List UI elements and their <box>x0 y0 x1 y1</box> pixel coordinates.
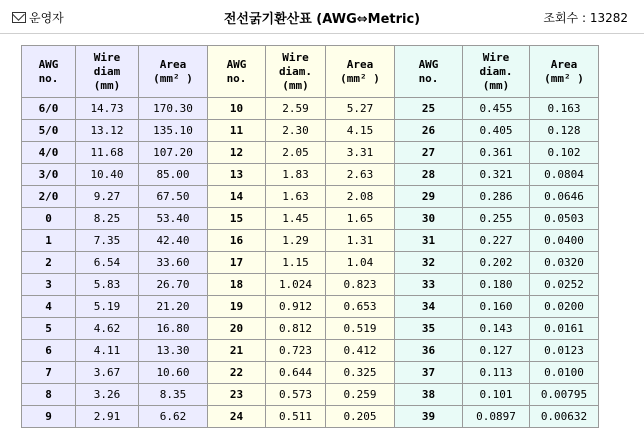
area-cell: 135.10 <box>139 120 208 142</box>
awg-cell: 4/0 <box>22 142 76 164</box>
wire-diam-cell: 0.812 <box>266 318 326 340</box>
area-cell: 0.0804 <box>530 164 599 186</box>
area-cell: 33.60 <box>139 252 208 274</box>
area-cell: 107.20 <box>139 142 208 164</box>
wire-diam-cell: 1.83 <box>266 164 326 186</box>
table-row <box>22 164 599 186</box>
wire-diam-cell: 0.160 <box>463 296 530 318</box>
wire-diam-cell: 5.19 <box>76 296 139 318</box>
table-row <box>22 230 599 252</box>
area-cell: 0.0252 <box>530 274 599 296</box>
awg-cell: 25 <box>395 98 463 120</box>
wire-diam-cell: 0.143 <box>463 318 530 340</box>
area-cell: 2.63 <box>326 164 395 186</box>
area-cell: 10.60 <box>139 362 208 384</box>
area-cell: 0.102 <box>530 142 599 164</box>
area-cell: 0.259 <box>326 384 395 406</box>
awg-cell: 37 <box>395 362 463 384</box>
wire-diam-cell: 2.91 <box>76 406 139 428</box>
view-count: 조회수 : 13282 <box>543 11 628 25</box>
wire-diam-cell: 0.286 <box>463 186 530 208</box>
table-row <box>22 186 599 208</box>
col-header-wire: Wire diam. (mm) <box>266 46 326 98</box>
wire-diam-cell: 1.024 <box>266 274 326 296</box>
area-cell: 2.08 <box>326 186 395 208</box>
awg-cell: 33 <box>395 274 463 296</box>
table-row <box>22 384 599 406</box>
area-cell: 0.0123 <box>530 340 599 362</box>
area-cell: 0.653 <box>326 296 395 318</box>
area-cell: 0.128 <box>530 120 599 142</box>
area-cell: 0.00632 <box>530 406 599 428</box>
table-body <box>22 98 599 428</box>
wire-diam-cell: 0.255 <box>463 208 530 230</box>
area-cell: 8.35 <box>139 384 208 406</box>
awg-cell: 34 <box>395 296 463 318</box>
awg-cell: 3/0 <box>22 164 76 186</box>
area-cell: 0.0200 <box>530 296 599 318</box>
wire-diam-cell: 0.361 <box>463 142 530 164</box>
wire-diam-cell: 1.15 <box>266 252 326 274</box>
area-cell: 0.00795 <box>530 384 599 406</box>
awg-cell: 32 <box>395 252 463 274</box>
wire-diam-cell: 0.405 <box>463 120 530 142</box>
col-header-area: Area (mm² ) <box>139 46 208 98</box>
awg-cell: 31 <box>395 230 463 252</box>
awg-cell: 5/0 <box>22 120 76 142</box>
table-row <box>22 142 599 164</box>
area-cell: 0.412 <box>326 340 395 362</box>
col-header-area: Area (mm² ) <box>326 46 395 98</box>
table-row <box>22 252 599 274</box>
awg-cell: 6 <box>22 340 76 362</box>
area-cell: 4.15 <box>326 120 395 142</box>
wire-diam-cell: 4.11 <box>76 340 139 362</box>
area-cell: 0.0400 <box>530 230 599 252</box>
wire-diam-cell: 10.40 <box>76 164 139 186</box>
awg-cell: 12 <box>208 142 266 164</box>
wire-diam-cell: 0.180 <box>463 274 530 296</box>
wire-diam-cell: 5.83 <box>76 274 139 296</box>
area-cell: 21.20 <box>139 296 208 318</box>
wire-diam-cell: 2.30 <box>266 120 326 142</box>
col-header-awg: AWG no. <box>208 46 266 98</box>
wire-diam-cell: 0.723 <box>266 340 326 362</box>
awg-cell: 14 <box>208 186 266 208</box>
awg-cell: 0 <box>22 208 76 230</box>
area-cell: 1.04 <box>326 252 395 274</box>
area-cell: 0.0100 <box>530 362 599 384</box>
area-cell: 0.0161 <box>530 318 599 340</box>
col-header-awg: AWG no. <box>22 46 76 98</box>
wire-diam-cell: 14.73 <box>76 98 139 120</box>
area-cell: 0.519 <box>326 318 395 340</box>
wire-diam-cell: 0.0897 <box>463 406 530 428</box>
table-row <box>22 318 599 340</box>
col-header-area: Area (mm² ) <box>530 46 599 98</box>
table-row <box>22 362 599 384</box>
awg-cell: 9 <box>22 406 76 428</box>
area-cell: 0.823 <box>326 274 395 296</box>
header-divider <box>0 33 644 34</box>
wire-diam-cell: 11.68 <box>76 142 139 164</box>
wire-diam-cell: 6.54 <box>76 252 139 274</box>
wire-diam-cell: 0.321 <box>463 164 530 186</box>
area-cell: 13.30 <box>139 340 208 362</box>
awg-cell: 6/0 <box>22 98 76 120</box>
awg-cell: 30 <box>395 208 463 230</box>
wire-diam-cell: 7.35 <box>76 230 139 252</box>
awg-cell: 8 <box>22 384 76 406</box>
table-row <box>22 274 599 296</box>
area-cell: 1.65 <box>326 208 395 230</box>
awg-cell: 22 <box>208 362 266 384</box>
awg-cell: 36 <box>395 340 463 362</box>
area-cell: 0.0503 <box>530 208 599 230</box>
wire-diam-cell: 13.12 <box>76 120 139 142</box>
awg-cell: 16 <box>208 230 266 252</box>
post-header <box>0 0 644 34</box>
awg-cell: 15 <box>208 208 266 230</box>
wire-diam-cell: 3.67 <box>76 362 139 384</box>
wire-diam-cell: 2.59 <box>266 98 326 120</box>
wire-diam-cell: 0.113 <box>463 362 530 384</box>
table-row <box>22 120 599 142</box>
awg-cell: 10 <box>208 98 266 120</box>
awg-cell: 17 <box>208 252 266 274</box>
awg-cell: 27 <box>395 142 463 164</box>
wire-diam-cell: 8.25 <box>76 208 139 230</box>
wire-diam-cell: 4.62 <box>76 318 139 340</box>
area-cell: 26.70 <box>139 274 208 296</box>
wire-diam-cell: 1.29 <box>266 230 326 252</box>
wire-diam-cell: 0.227 <box>463 230 530 252</box>
awg-cell: 19 <box>208 296 266 318</box>
awg-cell: 2/0 <box>22 186 76 208</box>
area-cell: 85.00 <box>139 164 208 186</box>
awg-cell: 35 <box>395 318 463 340</box>
wire-diam-cell: 2.05 <box>266 142 326 164</box>
wire-diam-cell: 3.26 <box>76 384 139 406</box>
wire-diam-cell: 0.202 <box>463 252 530 274</box>
area-cell: 170.30 <box>139 98 208 120</box>
area-cell: 0.325 <box>326 362 395 384</box>
awg-cell: 13 <box>208 164 266 186</box>
awg-cell: 2 <box>22 252 76 274</box>
awg-cell: 39 <box>395 406 463 428</box>
awg-cell: 26 <box>395 120 463 142</box>
awg-cell: 28 <box>395 164 463 186</box>
wire-diam-cell: 0.912 <box>266 296 326 318</box>
area-cell: 0.205 <box>326 406 395 428</box>
table-row <box>22 406 599 428</box>
area-cell: 3.31 <box>326 142 395 164</box>
table-row <box>22 208 599 230</box>
table-row <box>22 296 599 318</box>
awg-cell: 21 <box>208 340 266 362</box>
awg-cell: 18 <box>208 274 266 296</box>
wire-diam-cell: 0.101 <box>463 384 530 406</box>
awg-cell: 3 <box>22 274 76 296</box>
awg-cell: 23 <box>208 384 266 406</box>
wire-diam-cell: 0.127 <box>463 340 530 362</box>
awg-cell: 11 <box>208 120 266 142</box>
wire-diam-cell: 1.45 <box>266 208 326 230</box>
col-header-wire: Wire diam (mm) <box>76 46 139 98</box>
author-name: 운영자 <box>29 11 64 25</box>
awg-cell: 4 <box>22 296 76 318</box>
area-cell: 0.163 <box>530 98 599 120</box>
wire-diam-cell: 0.511 <box>266 406 326 428</box>
awg-cell: 38 <box>395 384 463 406</box>
awg-cell: 5 <box>22 318 76 340</box>
area-cell: 16.80 <box>139 318 208 340</box>
awg-cell: 1 <box>22 230 76 252</box>
awg-cell: 7 <box>22 362 76 384</box>
table-header-row <box>22 46 599 98</box>
wire-diam-cell: 9.27 <box>76 186 139 208</box>
wire-diam-cell: 0.573 <box>266 384 326 406</box>
table-row <box>22 98 599 120</box>
col-header-awg: AWG no. <box>395 46 463 98</box>
col-header-wire: Wire diam. (mm) <box>463 46 530 98</box>
table-row <box>22 340 599 362</box>
area-cell: 1.31 <box>326 230 395 252</box>
area-cell: 6.62 <box>139 406 208 428</box>
wire-diam-cell: 0.644 <box>266 362 326 384</box>
area-cell: 5.27 <box>326 98 395 120</box>
area-cell: 0.0320 <box>530 252 599 274</box>
awg-cell: 20 <box>208 318 266 340</box>
area-cell: 42.40 <box>139 230 208 252</box>
awg-conversion-table <box>21 45 599 428</box>
wire-diam-cell: 0.455 <box>463 98 530 120</box>
area-cell: 53.40 <box>139 208 208 230</box>
wire-diam-cell: 1.63 <box>266 186 326 208</box>
page-title: 전선굵기환산표 (AWG⇔Metric) <box>223 12 421 27</box>
awg-cell: 24 <box>208 406 266 428</box>
awg-cell: 29 <box>395 186 463 208</box>
area-cell: 67.50 <box>139 186 208 208</box>
area-cell: 0.0646 <box>530 186 599 208</box>
